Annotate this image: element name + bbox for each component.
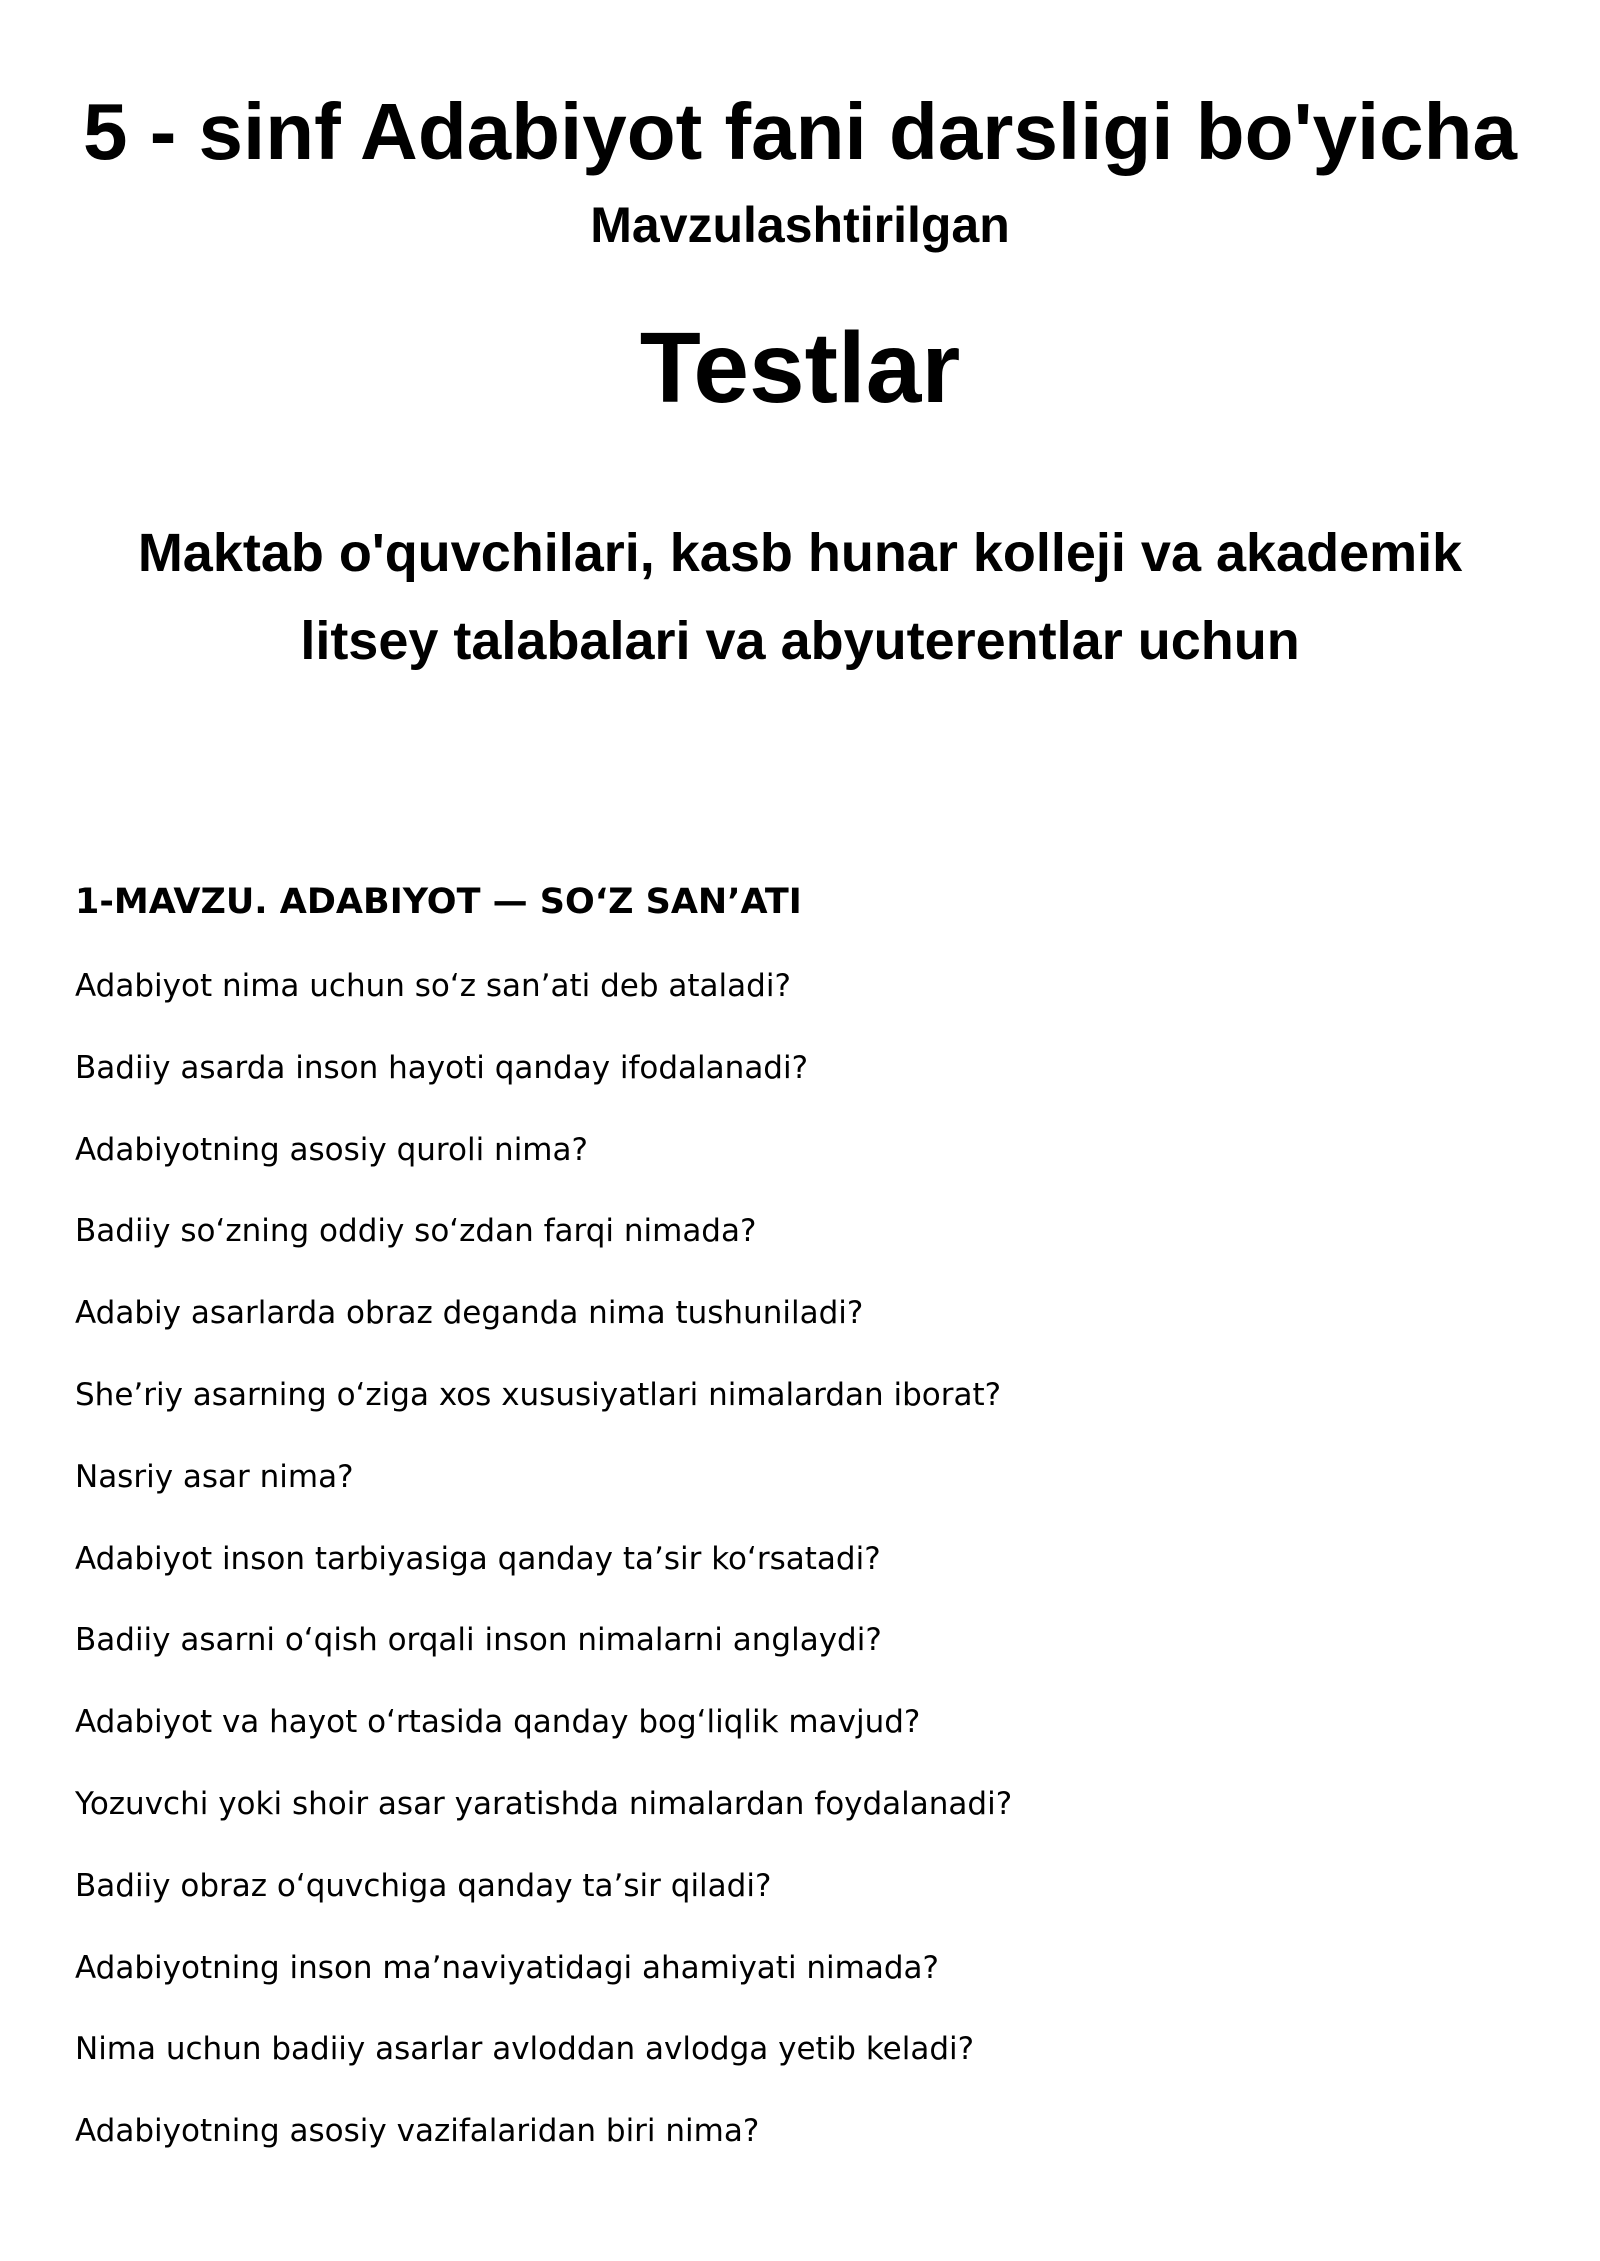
question-item: Adabiyot inson tarbiyasiga qanday taʼsir koʻrsatadi? — [75, 1540, 881, 1577]
question-item: Adabiyot va hayot oʻrtasida qanday bogʻliqlik mavjud? — [75, 1704, 921, 1741]
question-item: Badiiy soʻzning oddiy soʻzdan farqi nimada? — [75, 1213, 757, 1250]
question-item: Nima uchun badiiy asarlar avloddan avlodga yetib keladi? — [75, 2031, 975, 2068]
audience-line-1: Maktab o'quvchilari, kasb hunar kolleji va akademik — [137, 523, 1463, 583]
question-item: Adabiyotning asosiy quroli nima? — [75, 1131, 588, 1168]
question-item: Nasriy asar nima? — [75, 1458, 354, 1495]
question-list — [75, 966, 1012, 2193]
section-heading: 1-MAVZU. ADABIYOT — SOʻZ SANʼATI — [75, 882, 802, 922]
document-title: 5 - sinf Adabiyot fani darsligi bo'yicha — [82, 87, 1518, 176]
question-item: Adabiyot nima uchun soʻz sanʼati deb ataladi? — [75, 968, 791, 1004]
question-item: Adabiyotning inson maʼnaviyatidagi ahamiyati nimada? — [75, 1949, 939, 1986]
question-item: Yozuvchi yoki shoir asar yaratishda nimalardan foydalanadi? — [75, 1785, 1013, 1822]
question-item: Adabiyotning asosiy vazifalaridan biri nima? — [75, 2113, 760, 2150]
document-main-heading: Testlar — [639, 312, 961, 424]
question-item: Badiiy asarni oʻqish orqali inson nimalarni anglaydi? — [75, 1622, 882, 1659]
question-item: Badiiy obraz oʻquvchiga qanday taʼsir qiladi? — [75, 1867, 772, 1904]
question-item: Adabiy asarlarda obraz deganda nima tushuniladi? — [75, 1295, 864, 1332]
question-item: Badiiy asarda inson hayoti qanday ifodalanadi? — [75, 1049, 809, 1086]
question-item: Sheʼriy asarning oʻziga xos xususiyatlari nimalardan iborat? — [75, 1376, 1002, 1413]
audience-line-2: litsey talabalari va abyuterentlar uchun — [300, 611, 1300, 671]
document-subtitle: Mavzulashtirilgan — [590, 197, 1010, 253]
